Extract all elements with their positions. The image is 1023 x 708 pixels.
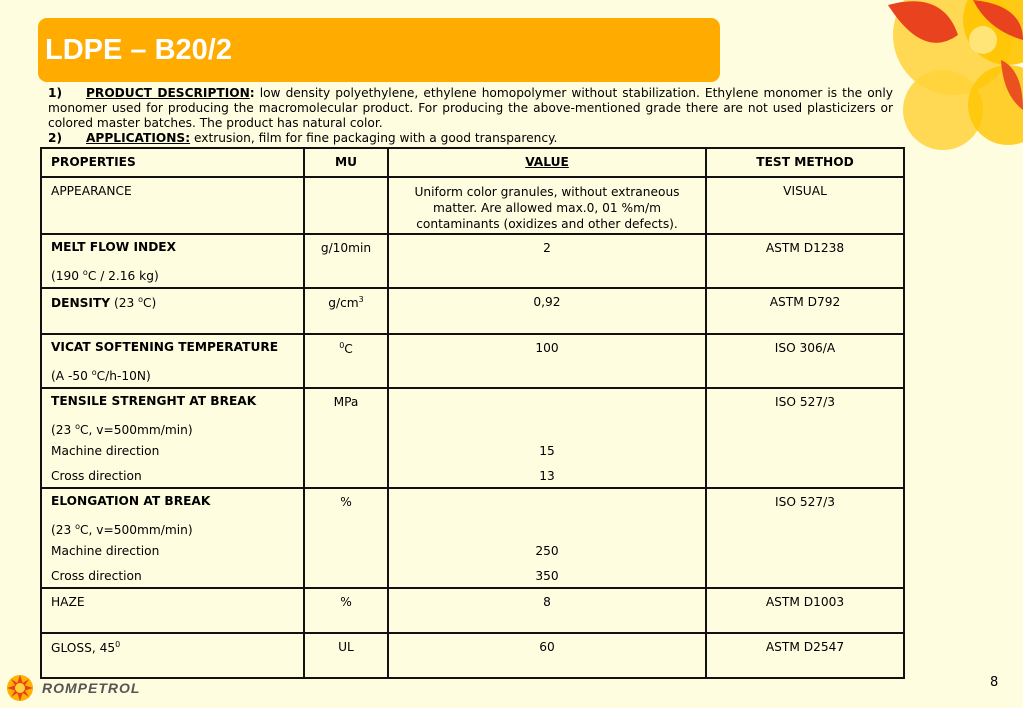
table-row <box>41 488 904 588</box>
test-elongation: ISO 527/3 <box>706 488 904 588</box>
condition-sup: o <box>91 368 97 378</box>
mu-gloss: UL <box>304 633 388 678</box>
decorative-circles <box>883 0 1023 150</box>
mu-vicat <box>304 334 388 388</box>
prop-elongation <box>41 488 304 588</box>
prop-tensile <box>41 388 304 488</box>
item-1-text: low density polyethylene, ethylene homopolymer without stabilization. Ethylene monomer is the only monomer used for producing the macromolecular product. For producing the above-mentioned grade there are not used plasticizers or colored master batches. The product has natural color. <box>48 86 893 130</box>
test-gloss: ASTM D2547 <box>706 633 904 678</box>
value-melt-flow-index: 2 <box>388 234 706 288</box>
item-1-colon: : <box>249 86 255 100</box>
prop-sup: 0 <box>115 640 121 650</box>
header-value-label: VALUE <box>525 155 569 169</box>
table-row <box>41 633 904 678</box>
header-properties: PROPERTIES <box>41 148 304 177</box>
blank-line <box>398 395 696 420</box>
mu-elongation: % <box>304 488 388 588</box>
test-vicat: ISO 306/A <box>706 334 904 388</box>
table-row <box>41 177 904 234</box>
test-tensile: ISO 527/3 <box>706 388 904 488</box>
item-2-heading: APPLICATIONS: <box>86 131 191 145</box>
prop-condition <box>51 266 294 287</box>
prop-vicat <box>41 334 304 388</box>
machine-direction-value: 15 <box>539 444 555 459</box>
prop-label: VICAT SOFTENING TEMPERATURE <box>51 340 279 355</box>
title-bar <box>38 18 720 82</box>
test-haze: ASTM D1003 <box>706 588 904 633</box>
table-row <box>41 288 904 334</box>
condition-text: (190 <box>51 269 83 284</box>
value-vicat: 100 <box>388 334 706 388</box>
prop-condition <box>51 366 294 387</box>
mu-text: C <box>344 342 353 357</box>
table-row <box>41 388 904 488</box>
prop-condition: (23 <box>110 296 139 311</box>
blank-line <box>398 520 696 545</box>
mu-tensile: MPa <box>304 388 388 488</box>
condition-text: (23 <box>51 523 76 538</box>
cross-direction-label: Cross direction <box>51 569 142 584</box>
condition-text: (23 <box>51 423 76 438</box>
machine-direction-label: Machine direction <box>51 444 160 459</box>
condition-sup: o <box>138 295 144 305</box>
table-row <box>41 334 904 388</box>
mu-appearance <box>304 177 388 234</box>
value-elongation <box>388 488 706 588</box>
prop-appearance: APPEARANCE <box>41 177 304 234</box>
condition-text-2: C, v=500mm/min) <box>80 523 193 538</box>
value-gloss: 60 <box>388 633 706 678</box>
brand-name: ROMPETROL <box>42 680 141 696</box>
prop-condition <box>51 520 294 545</box>
prop-label: TENSILE STRENGHT AT BREAK <box>51 394 257 409</box>
machine-direction-value: 250 <box>535 544 559 559</box>
prop-condition-2: C) <box>143 296 157 311</box>
prop-melt-flow-index <box>41 234 304 288</box>
page-number: 8 <box>990 675 999 690</box>
blank-line <box>398 420 696 445</box>
item-2-text: extrusion, film for fine packaging with a good transparency. <box>190 131 558 145</box>
blank-line <box>398 495 696 520</box>
table-row <box>41 234 904 288</box>
table-row <box>41 588 904 633</box>
prop-label: ELONGATION AT BREAK <box>51 494 211 509</box>
prop-label: GLOSS, 45 <box>51 641 116 656</box>
mu-density <box>304 288 388 334</box>
test-melt-flow-index: ASTM D1238 <box>706 234 904 288</box>
value-haze: 8 <box>388 588 706 633</box>
test-appearance: VISUAL <box>706 177 904 234</box>
prop-label: DENSITY <box>51 296 111 311</box>
item-1-number: 1) <box>48 86 63 100</box>
cross-direction-value: 13 <box>539 469 555 484</box>
product-description-block <box>48 86 893 146</box>
slide-title: LDPE – B20/2 <box>45 34 232 66</box>
machine-direction-label: Machine direction <box>51 544 160 559</box>
description-item-1 <box>48 86 893 131</box>
table-header-row <box>41 148 904 177</box>
mu-sup: 0 <box>339 341 345 351</box>
cross-direction-label: Cross direction <box>51 469 142 484</box>
mu-sup: 3 <box>358 295 364 305</box>
description-item-2 <box>48 131 893 146</box>
prop-haze: HAZE <box>41 588 304 633</box>
cross-direction-value: 350 <box>535 569 559 584</box>
properties-table <box>40 147 905 679</box>
value-appearance: Uniform color granules, without extraneous matter. Are allowed max.0, 01 %m/m contaminants (oxidizes and other defects). <box>388 177 706 234</box>
condition-text-2: C, v=500mm/min) <box>80 423 193 438</box>
condition-sup: o <box>75 522 81 532</box>
condition-text: (A -50 <box>51 369 92 384</box>
header-value <box>388 148 706 177</box>
test-density: ASTM D792 <box>706 288 904 334</box>
header-test-method: TEST METHOD <box>706 148 904 177</box>
prop-condition <box>51 420 294 445</box>
mu-melt-flow-index: g/10min <box>304 234 388 288</box>
mu-text: g/cm <box>328 296 359 311</box>
condition-sup: o <box>75 422 81 432</box>
mu-haze: % <box>304 588 388 633</box>
value-density: 0,92 <box>388 288 706 334</box>
item-1-heading: PRODUCT DESCRIPTION <box>86 86 250 100</box>
condition-sup: o <box>82 268 88 277</box>
condition-text-2: C/h-10N) <box>96 369 151 384</box>
header-mu: MU <box>304 148 388 177</box>
prop-label: MELT FLOW INDEX <box>51 240 177 254</box>
item-2-number: 2) <box>48 131 63 145</box>
condition-text-2: C / 2.16 kg) <box>87 269 159 284</box>
value-tensile <box>388 388 706 488</box>
prop-density <box>41 288 304 334</box>
